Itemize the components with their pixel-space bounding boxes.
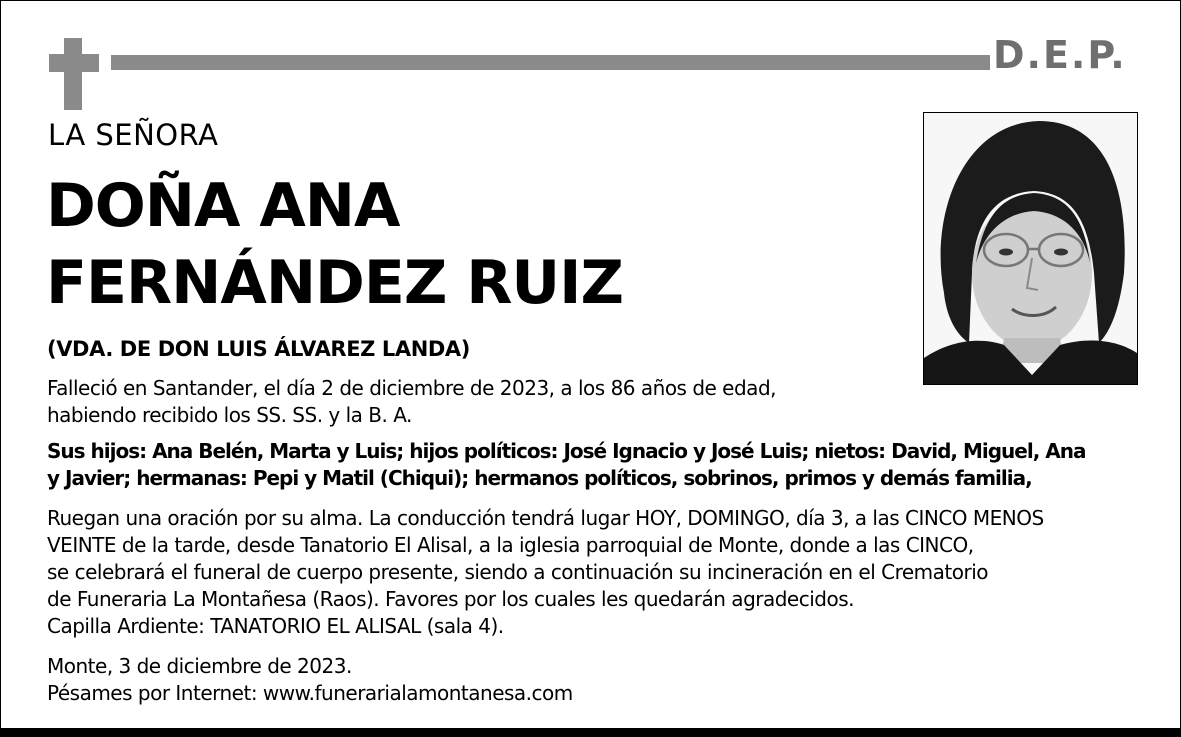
text-line: habiendo recibido los SS. SS. y la B. A. bbox=[47, 403, 412, 427]
dep-label: D.E.P. bbox=[993, 33, 1127, 77]
text-line: Sus hijos: Ana Belén, Marta y Luis; hijos políticos: José Ignacio y José Luis; nietos: David, Miguel, Ana bbox=[47, 439, 1086, 463]
widow-of: (VDA. DE DON LUIS ÁLVAREZ LANDA) bbox=[47, 337, 470, 361]
text-line: VEINTE de la tarde, desde Tanatorio El Alisal, a la iglesia parroquial de Monte, donde a las CINCO, bbox=[47, 533, 974, 557]
text-line: Capilla Ardiente: TANATORIO EL ALISAL (sala 4). bbox=[47, 614, 504, 638]
text-line: se celebrará el funeral de cuerpo presente, siendo a continuación su incineración en el Crematorio bbox=[47, 560, 989, 584]
text-line: y Javier; hermanas: Pepi y Matil (Chiqui); hermanos políticos, sobrinos, primos y demás familia, bbox=[47, 466, 1032, 490]
death-notice bbox=[47, 375, 776, 429]
service-details bbox=[47, 505, 1044, 640]
text-line: Falleció en Santander, el día 2 de diciembre de 2023, a los 86 años de edad, bbox=[47, 376, 776, 400]
deceased-name bbox=[46, 168, 623, 322]
text-line: Ruegan una oración por su alma. La conducción tendrá lugar HOY, DOMINGO, día 3, a las CINCO MENOS bbox=[47, 506, 1044, 530]
portrait-photo bbox=[923, 112, 1138, 385]
bottom-border bbox=[0, 728, 1181, 737]
closing bbox=[47, 653, 573, 707]
cross-icon-bar bbox=[49, 54, 99, 72]
place-date: Monte, 3 de diciembre de 2023. bbox=[47, 654, 352, 678]
header-rule bbox=[111, 55, 990, 70]
honorific: LA SEÑORA bbox=[48, 118, 219, 152]
condolences-link[interactable]: Pésames por Internet: www.funerarialamontanesa.com bbox=[47, 681, 573, 705]
family-list bbox=[47, 438, 1086, 492]
portrait-illustration bbox=[924, 113, 1137, 384]
cross-icon bbox=[64, 38, 82, 110]
text-line: de Funeraria La Montañesa (Raos). Favores por los cuales les quedarán agradecidos. bbox=[47, 587, 854, 611]
name-line-1: DOÑA ANA bbox=[46, 171, 400, 241]
name-line-2: FERNÁNDEZ RUIZ bbox=[46, 248, 623, 318]
